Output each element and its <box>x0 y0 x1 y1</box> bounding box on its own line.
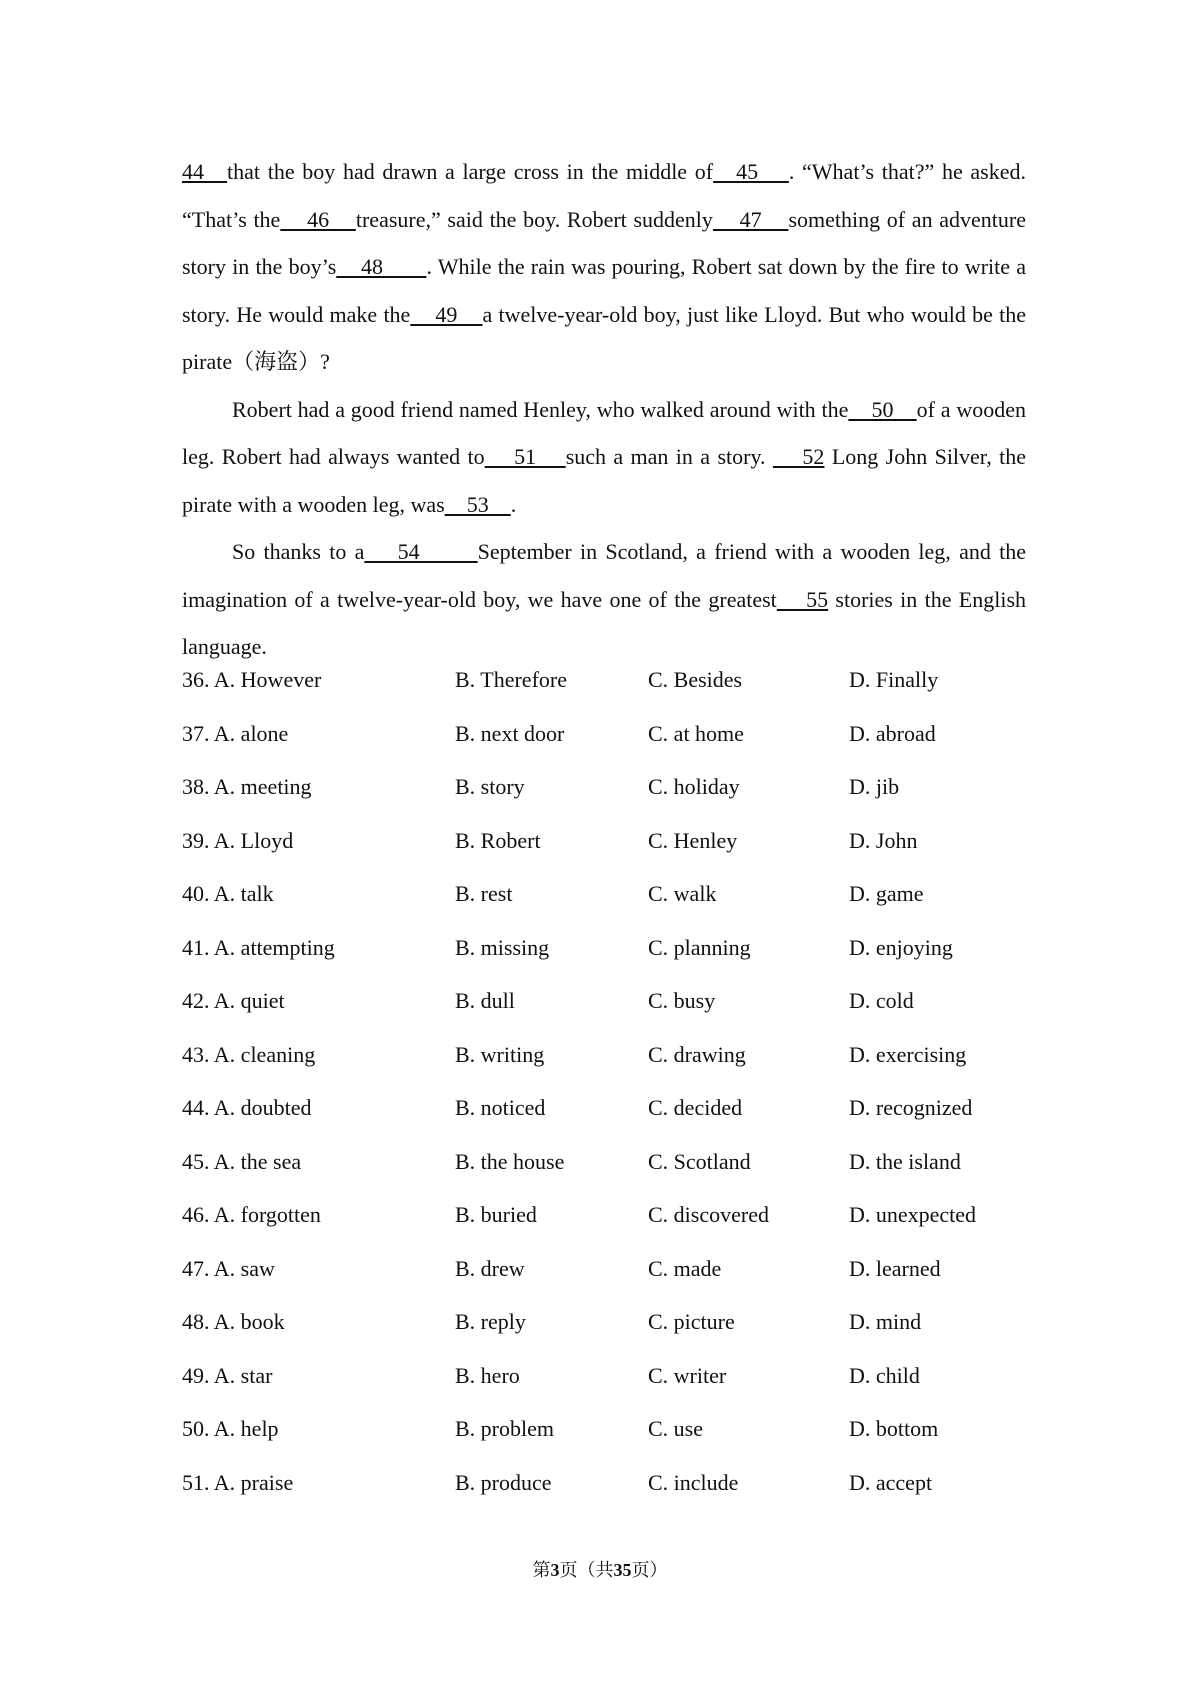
option-a: 42. A. quiet <box>182 988 285 1013</box>
option-b: B. missing <box>455 934 550 960</box>
option-row <box>182 774 1082 828</box>
option-d: D. child <box>849 1362 920 1388</box>
option-c: C. writer <box>648 1362 727 1388</box>
option-d: D. mind <box>849 1309 922 1334</box>
option-d: D. exercising <box>849 1041 967 1067</box>
option-a: 39. A. Lloyd <box>182 827 294 853</box>
passage-text: . “What’s that?” he asked. “That’s the <box>182 159 1027 232</box>
option-a: 49. A. star <box>182 1362 273 1388</box>
option-row <box>182 1042 1082 1096</box>
option-a: 45. A. the sea <box>182 1148 302 1174</box>
answer-blank: 46 <box>280 206 356 232</box>
answer-blank: 51 <box>484 444 566 469</box>
option-row <box>182 1095 1082 1149</box>
option-row <box>182 721 1082 775</box>
option-row <box>182 1202 1082 1256</box>
option-d: D. accept <box>849 1469 933 1495</box>
answer-blank: 50 <box>848 396 917 422</box>
answer-blank: 45 <box>713 159 789 184</box>
option-b: B. next door <box>455 720 565 746</box>
option-a: 47. A. saw <box>182 1255 275 1281</box>
option-b: B. produce <box>455 1469 552 1495</box>
option-d: D. Finally <box>849 667 939 692</box>
option-d: D. abroad <box>849 720 936 746</box>
option-a: 46. A. forgotten <box>182 1202 321 1227</box>
passage-text: something of an adventure story in the boy’s <box>182 206 1026 279</box>
option-a: 48. A. book <box>182 1309 285 1334</box>
passage-text: Robert had a good friend named Henley, who walked around with the <box>232 396 849 422</box>
passage-text: September in Scotland, a friend with a wooden leg, and the imagination of a twelve-year-old boy, we have one of the greatest <box>182 539 1026 612</box>
option-b: B. rest <box>455 881 513 906</box>
answer-options <box>182 667 1082 1523</box>
option-c: C. planning <box>648 934 751 960</box>
option-d: D. John <box>849 827 918 853</box>
option-c: C. busy <box>648 988 716 1013</box>
footer-middle: 页（共 <box>559 1560 614 1580</box>
option-a: 44. A. doubted <box>182 1095 312 1120</box>
option-row <box>182 1149 1082 1203</box>
page-footer <box>0 1556 1200 1582</box>
footer-total-pages: 35 <box>613 1560 632 1580</box>
option-row <box>182 1363 1082 1417</box>
option-row <box>182 1256 1082 1310</box>
option-b: B. buried <box>455 1202 537 1227</box>
option-b: B. reply <box>455 1309 526 1334</box>
option-b: B. noticed <box>455 1095 546 1120</box>
option-c: C. include <box>648 1469 739 1495</box>
option-a: 40. A. talk <box>182 881 274 906</box>
option-a: 41. A. attempting <box>182 934 335 960</box>
option-row <box>182 1416 1082 1470</box>
option-b: B. hero <box>455 1362 520 1388</box>
footer-prefix: 第 <box>532 1560 551 1580</box>
passage-text: of a wooden leg. Robert had always wanted to <box>182 396 1026 469</box>
option-d: D. bottom <box>849 1416 939 1441</box>
option-row <box>182 828 1082 882</box>
option-c: C. decided <box>648 1095 743 1120</box>
option-b: B. drew <box>455 1255 525 1281</box>
option-row <box>182 1309 1082 1363</box>
passage <box>182 148 1026 671</box>
answer-blank: 54 <box>364 539 478 564</box>
passage-text: So thanks to a <box>232 539 365 564</box>
option-c: C. Scotland <box>648 1148 751 1174</box>
option-a: 51. A. praise <box>182 1469 294 1495</box>
answer-blank: 49 <box>410 301 483 327</box>
option-d: D. recognized <box>849 1095 973 1120</box>
passage-paragraph-2 <box>182 386 1026 529</box>
option-c: C. holiday <box>648 774 740 799</box>
option-a: 37. A. alone <box>182 720 289 746</box>
option-a: 43. A. cleaning <box>182 1041 316 1067</box>
passage-text: such a man in a story. <box>565 444 773 469</box>
option-d: D. game <box>849 881 924 906</box>
option-d: D. unexpected <box>849 1202 977 1227</box>
passage-paragraph-3 <box>182 528 1026 671</box>
passage-text: . While the rain was pouring, Robert sat down by the fire to write a story. He would make the <box>182 254 1027 327</box>
option-b: B. problem <box>455 1416 554 1441</box>
passage-text: that the boy had drawn a large cross in the middle of <box>227 159 714 184</box>
answer-blank: 47 <box>712 206 789 232</box>
option-c: C. Henley <box>648 827 738 853</box>
passage-text: a twelve-year-old boy, just like Lloyd. But who would be the pirate（海盗）? <box>182 301 1026 374</box>
passage-paragraph-1 <box>182 148 1026 386</box>
answer-blank: 48 <box>336 254 427 279</box>
option-row <box>182 988 1082 1042</box>
option-row <box>182 1470 1082 1524</box>
option-b: B. Robert <box>455 827 541 853</box>
footer-suffix: 页） <box>631 1560 668 1580</box>
passage-text: stories in the English language. <box>182 586 1027 659</box>
answer-blank: 53 <box>444 491 511 517</box>
passage-text: Long John Silver, the pirate with a wooden leg, was <box>182 444 1027 517</box>
option-row <box>182 667 1082 721</box>
option-d: D. enjoying <box>849 934 953 960</box>
option-a: 36. A. However <box>182 667 322 692</box>
option-row <box>182 881 1082 935</box>
option-a: 50. A. help <box>182 1416 279 1441</box>
option-d: D. learned <box>849 1255 941 1281</box>
option-b: B. story <box>455 774 525 799</box>
passage-text: . <box>510 491 517 517</box>
option-c: C. Besides <box>648 667 743 692</box>
answer-blank: 44 <box>182 159 228 184</box>
option-c: C. walk <box>648 881 717 906</box>
option-d: D. cold <box>849 988 914 1013</box>
option-d: D. jib <box>849 774 900 799</box>
option-b: B. writing <box>455 1041 545 1067</box>
option-c: C. at home <box>648 720 744 746</box>
option-d: D. the island <box>849 1148 961 1174</box>
option-row <box>182 935 1082 989</box>
option-c: C. use <box>648 1416 703 1441</box>
option-b: B. the house <box>455 1148 565 1174</box>
answer-blank: 55 <box>776 586 829 612</box>
footer-page-number: 3 <box>550 1560 560 1580</box>
option-b: B. Therefore <box>455 667 567 692</box>
option-b: B. dull <box>455 988 515 1013</box>
option-c: C. drawing <box>648 1041 746 1067</box>
option-c: C. picture <box>648 1309 735 1334</box>
option-a: 38. A. meeting <box>182 774 312 799</box>
passage-text: treasure,” said the boy. Robert suddenly <box>355 206 713 232</box>
answer-blank: 52 <box>772 444 825 469</box>
option-c: C. discovered <box>648 1202 769 1227</box>
option-c: C. made <box>648 1255 722 1281</box>
